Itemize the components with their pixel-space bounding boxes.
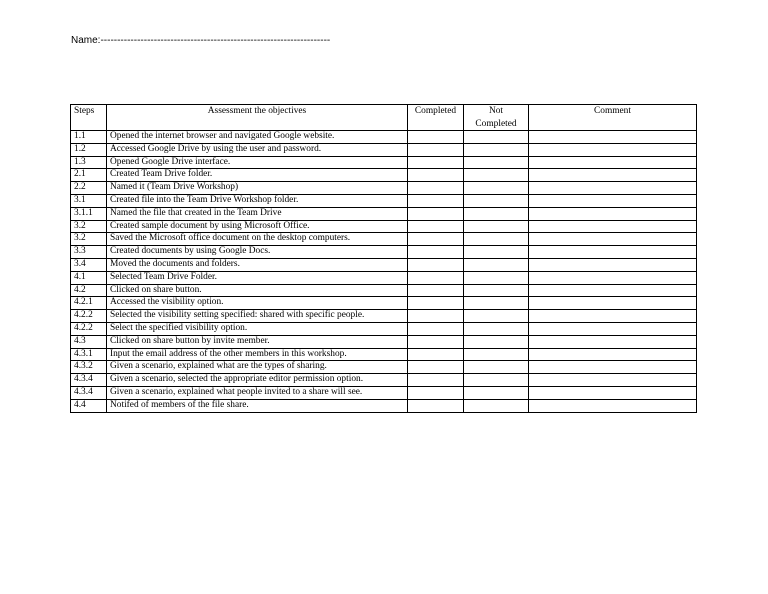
objective-cell: Named it (Team Drive Workshop) [107,182,408,195]
step-cell: 4.3.1 [71,348,107,361]
objective-cell: Selected the visibility setting specified: shared with specific people. [107,310,408,323]
comment-cell [529,284,697,297]
header-comment: Comment [529,105,697,131]
comment-cell [529,194,697,207]
table-row [71,399,697,412]
not-completed-cell [464,284,529,297]
completed-cell [408,143,464,156]
comment-cell [529,297,697,310]
comment-cell [529,131,697,144]
not-completed-cell [464,335,529,348]
step-cell: 3.4 [71,258,107,271]
objective-cell: Created file into the Team Drive Workshop folder. [107,194,408,207]
completed-cell [408,310,464,323]
not-completed-cell [464,271,529,284]
table-row [71,220,697,233]
objective-cell: Saved the Microsoft office document on the desktop computers. [107,233,408,246]
comment-cell [529,374,697,387]
comment-cell [529,246,697,259]
objective-cell: Accessed the visibility option. [107,297,408,310]
objective-cell: Created documents by using Google Docs. [107,246,408,259]
step-cell: 4.2 [71,284,107,297]
completed-cell [408,246,464,259]
step-cell: 4.3.4 [71,374,107,387]
table-row [71,156,697,169]
table-row [71,182,697,195]
assessment-table [70,104,697,413]
table-row [71,322,697,335]
header-not-completed [464,105,529,131]
completed-cell [408,386,464,399]
objective-cell: Input the email address of the other members in this workshop. [107,348,408,361]
not-completed-cell [464,143,529,156]
step-cell: 3.1.1 [71,207,107,220]
objective-cell: Given a scenario, selected the appropriate editor permission option. [107,374,408,387]
comment-cell [529,182,697,195]
step-cell: 1.3 [71,156,107,169]
table-row [71,131,697,144]
table-row [71,194,697,207]
not-completed-cell [464,169,529,182]
objective-cell: Named the file that created in the Team Drive [107,207,408,220]
comment-cell [529,322,697,335]
not-completed-cell [464,386,529,399]
objective-cell: Clicked on share button. [107,284,408,297]
step-cell: 4.3 [71,335,107,348]
not-completed-cell [464,374,529,387]
header-objectives: Assessment the objectives [107,105,408,131]
header-not-completed-line2: Completed [475,118,517,129]
comment-cell [529,156,697,169]
name-field-line: Name:--------------------------------------------------------------------- [71,35,331,46]
completed-cell [408,156,464,169]
not-completed-cell [464,182,529,195]
completed-cell [408,271,464,284]
table-row [71,233,697,246]
completed-cell [408,169,464,182]
step-cell: 1.2 [71,143,107,156]
comment-cell [529,335,697,348]
comment-cell [529,361,697,374]
comment-cell [529,143,697,156]
step-cell: 1.1 [71,131,107,144]
objective-cell: Notifed of members of the file share. [107,399,408,412]
step-cell: 4.1 [71,271,107,284]
comment-cell [529,233,697,246]
completed-cell [408,220,464,233]
table-header-row [71,105,697,131]
not-completed-cell [464,220,529,233]
completed-cell [408,399,464,412]
objective-cell: Accessed Google Drive by using the user and password. [107,143,408,156]
not-completed-cell [464,361,529,374]
completed-cell [408,297,464,310]
comment-cell [529,258,697,271]
not-completed-cell [464,246,529,259]
step-cell: 4.2.2 [71,322,107,335]
not-completed-cell [464,131,529,144]
not-completed-cell [464,258,529,271]
header-not-completed-line1: Not [488,106,504,116]
objective-cell: Given a scenario, explained what are the types of sharing. [107,361,408,374]
completed-cell [408,335,464,348]
step-cell: 4.2.1 [71,297,107,310]
table-row [71,169,697,182]
table-row [71,335,697,348]
table-row [71,297,697,310]
comment-cell [529,207,697,220]
table-body [71,131,697,413]
comment-cell [529,348,697,361]
table-row [71,386,697,399]
objective-cell: Created Team Drive folder. [107,169,408,182]
not-completed-cell [464,156,529,169]
table-row [71,361,697,374]
table-row [71,284,697,297]
step-cell: 4.3.4 [71,386,107,399]
step-cell: 4.4 [71,399,107,412]
table-row [71,143,697,156]
completed-cell [408,182,464,195]
completed-cell [408,258,464,271]
step-cell: 3.2 [71,233,107,246]
not-completed-cell [464,207,529,220]
step-cell: 2.1 [71,169,107,182]
comment-cell [529,169,697,182]
objective-cell: Created sample document by using Microsoft Office. [107,220,408,233]
not-completed-cell [464,297,529,310]
header-steps: Steps [71,105,107,131]
completed-cell [408,207,464,220]
step-cell: 4.3.2 [71,361,107,374]
table-row [71,310,697,323]
table-row [71,207,697,220]
completed-cell [408,322,464,335]
step-cell: 3.3 [71,246,107,259]
not-completed-cell [464,310,529,323]
completed-cell [408,233,464,246]
table-row [71,374,697,387]
objective-cell: Opened the internet browser and navigated Google website. [107,131,408,144]
comment-cell [529,271,697,284]
objective-cell: Moved the documents and folders. [107,258,408,271]
objective-cell: Select the specified visibility option. [107,322,408,335]
table-row [71,271,697,284]
objective-cell: Clicked on share button by invite member. [107,335,408,348]
step-cell: 3.1 [71,194,107,207]
step-cell: 4.2.2 [71,310,107,323]
objective-cell: Selected Team Drive Folder. [107,271,408,284]
table-row [71,258,697,271]
table-row [71,246,697,259]
table-row [71,348,697,361]
not-completed-cell [464,322,529,335]
completed-cell [408,374,464,387]
completed-cell [408,194,464,207]
comment-cell [529,399,697,412]
not-completed-cell [464,233,529,246]
completed-cell [408,284,464,297]
not-completed-cell [464,348,529,361]
not-completed-cell [464,194,529,207]
not-completed-cell [464,399,529,412]
objective-cell: Opened Google Drive interface. [107,156,408,169]
step-cell: 3.2 [71,220,107,233]
comment-cell [529,220,697,233]
completed-cell [408,348,464,361]
objective-cell: Given a scenario, explained what people invited to a share will see. [107,386,408,399]
completed-cell [408,131,464,144]
completed-cell [408,361,464,374]
step-cell: 2.2 [71,182,107,195]
header-completed: Completed [408,105,464,131]
comment-cell [529,310,697,323]
comment-cell [529,386,697,399]
